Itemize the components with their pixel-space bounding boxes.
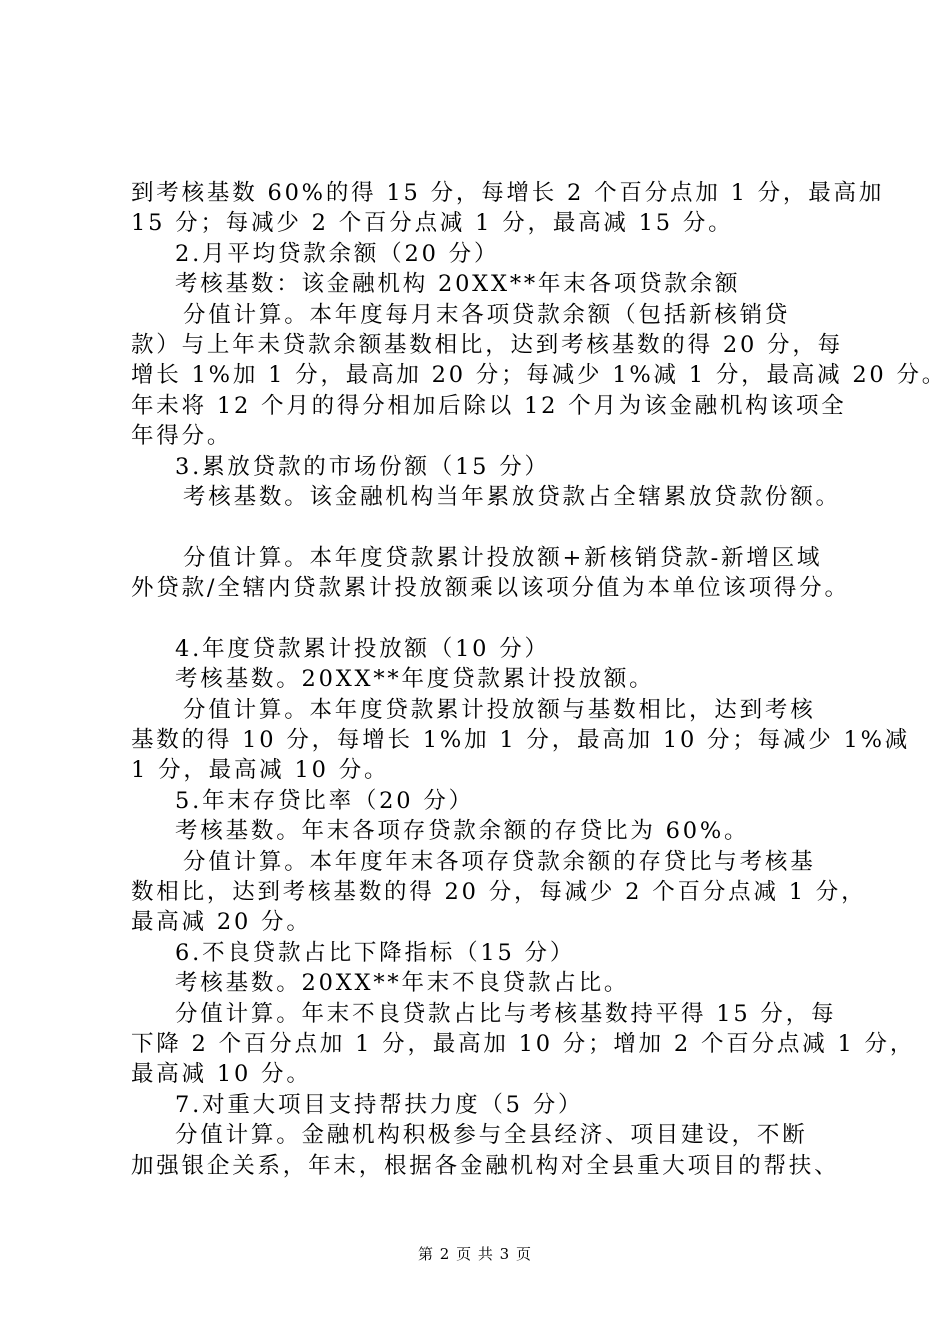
text-line: 到考核基数 60%的得 15 分，每增长 2 个百分点加 1 分，最高加 <box>131 180 885 206</box>
text-line: 分值计算。本年度年末各项存贷款余额的存贷比与考核基 <box>183 848 816 875</box>
text-line: 考核基数。年末各项存贷款余额的存贷比为 60%。 <box>175 818 750 845</box>
section-heading: 5.年末存贷比率（20 分） <box>175 787 474 814</box>
text-line: 分值计算。年末不良贷款占比与考核基数持平得 15 分，每 <box>175 1000 837 1027</box>
text-line: 15 分；每减少 2 个百分点减 1 分，最高减 15 分。 <box>131 210 734 237</box>
text-line: 增长 1%加 1 分，最高加 20 分；每减少 1%减 1 分，最高减 20 分。 <box>131 362 948 389</box>
text-line: 考核基数。20XX**年末不良贷款占比。 <box>175 970 630 997</box>
text-line: 1 分，最高减 10 分。 <box>131 757 390 784</box>
section-heading: 6.不良贷款占比下降指标（15 分） <box>175 939 576 966</box>
blank-line <box>131 512 856 542</box>
page-number-footer: 第 2 页 共 3 页 <box>418 1245 532 1263</box>
document-body <box>131 178 948 1181</box>
section-heading: 3.累放贷款的市场份额（15 分） <box>175 453 550 480</box>
text-line: 考核基数。该金融机构当年累放贷款占全辖累放贷款份额。 <box>183 483 841 510</box>
text-line: 年未将 12 个月的得分相加后除以 12 个月为该金融机构该项全 <box>131 392 847 419</box>
text-line: 基数的得 10 分，每增长 1%加 1 分，最高加 10 分；每减少 1%减 <box>131 727 911 754</box>
section-heading: 7.对重大项目支持帮扶力度（5 分） <box>175 1091 584 1118</box>
text-line: 分值计算。本年度每月末各项贷款余额（包括新核销贷 <box>183 301 791 328</box>
text-line: 分值计算。金融机构积极参与全县经济、项目建设，不断 <box>175 1122 808 1149</box>
text-line: 年得分。 <box>131 423 233 450</box>
section-heading: 4.年度贷款累计投放额（10 分） <box>175 635 550 662</box>
text-line: 考核基数。20XX**年度贷款累计投放额。 <box>175 666 655 693</box>
text-line: 最高减 10 分。 <box>131 1061 312 1088</box>
text-line: 考核基数：该金融机构 20XX**年末各项贷款余额 <box>175 271 741 298</box>
text-line: 分值计算。本年度贷款累计投放额与基数相比，达到考核 <box>183 696 816 723</box>
text-line: 下降 2 个百分点加 1 分，最高加 10 分；增加 2 个百分点减 1 分， <box>131 1030 916 1057</box>
text-line: 最高减 20 分。 <box>131 909 312 936</box>
text-line: 分值计算。本年度贷款累计投放额+新核销贷款-新增区域 <box>183 544 823 571</box>
text-line: 数相比，达到考核基数的得 20 分，每减少 2 个百分点减 1 分， <box>131 878 867 905</box>
text-line: 外贷款/全辖内贷款累计投放额乘以该项分值为本单位该项得分。 <box>131 575 850 602</box>
text-line: 款）与上年未贷款余额基数相比，达到考核基数的得 20 分，每 <box>131 331 843 358</box>
text-line: 加强银企关系，年末，根据各金融机构对全县重大项目的帮扶、 <box>131 1152 840 1179</box>
section-heading: 2.月平均贷款余额（20 分） <box>175 240 500 267</box>
blank-line <box>131 603 856 633</box>
